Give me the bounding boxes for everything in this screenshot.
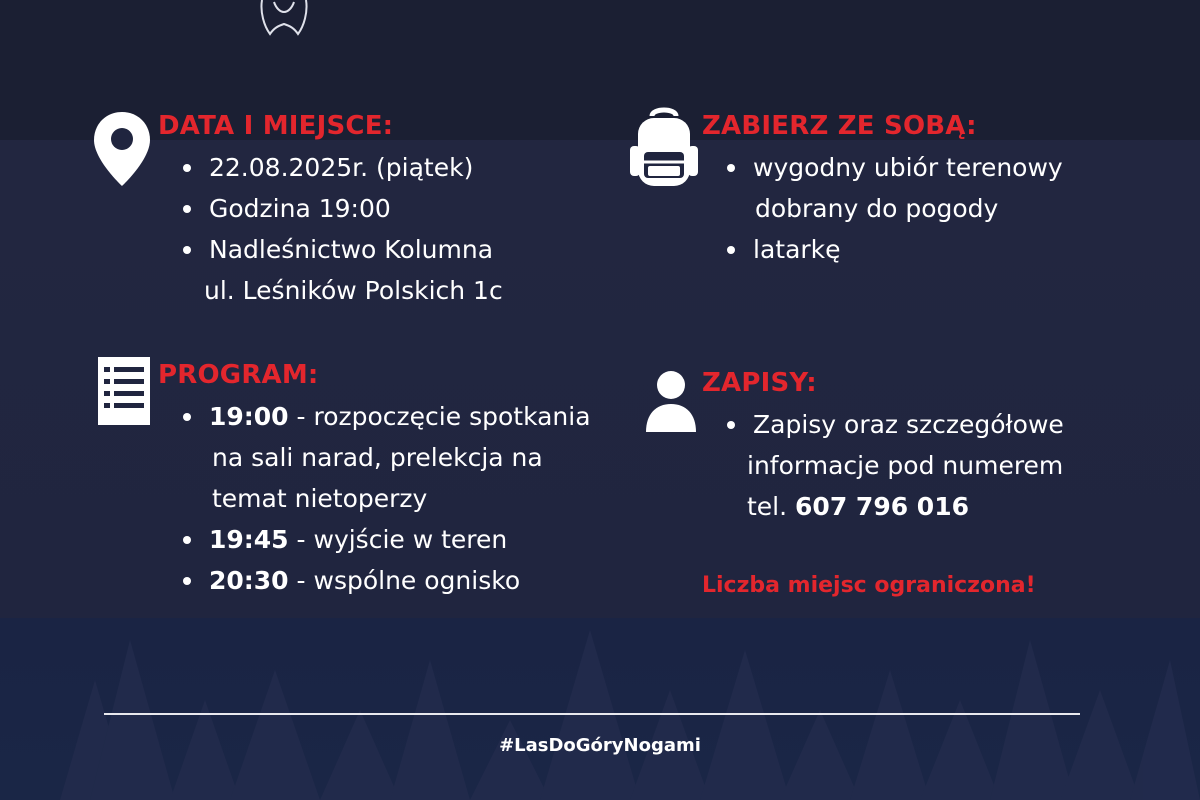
list-item-continued: na sali narad, prelekcja na bbox=[212, 443, 543, 472]
hashtag: #LasDoGóryNogami bbox=[499, 735, 701, 756]
program-text: - wspólne ognisko bbox=[288, 566, 521, 595]
bring-list bbox=[727, 147, 1063, 270]
location-pin-icon bbox=[92, 110, 152, 188]
backpack-icon bbox=[628, 106, 700, 188]
limited-places-note: Liczba miejsc ograniczona! bbox=[702, 573, 1036, 598]
time-label: 19:45 bbox=[209, 525, 289, 554]
date-place-title: DATA I MIEJSCE: bbox=[158, 111, 394, 141]
time-label: 19:00 bbox=[209, 402, 289, 431]
date-place-list bbox=[183, 147, 503, 311]
user-icon bbox=[644, 370, 698, 434]
program-text: - wyjście w teren bbox=[288, 525, 508, 554]
phone-number: 607 796 016 bbox=[795, 492, 969, 521]
list-item-continued: informacje pod numerem bbox=[747, 451, 1064, 480]
forest-silhouette bbox=[0, 600, 1200, 800]
address-line bbox=[183, 270, 503, 311]
bring-title: ZABIERZ ZE SOBĄ: bbox=[702, 111, 977, 141]
phone-prefix: tel. bbox=[747, 492, 796, 521]
bat-logo-icon bbox=[256, 0, 312, 38]
list-item: Godzina 19:00 bbox=[183, 188, 503, 229]
list-item bbox=[183, 560, 591, 601]
list-item: wygodny ubiór terenowy bbox=[727, 147, 1063, 188]
phone-line bbox=[727, 486, 1064, 527]
time-label: 20:30 bbox=[209, 566, 289, 595]
list-item: Nadleśnictwo Kolumna bbox=[183, 229, 503, 270]
program-list bbox=[183, 396, 591, 601]
list-item: latarkę bbox=[727, 229, 1063, 270]
signup-list bbox=[727, 404, 1064, 527]
list-item: 22.08.2025r. (piątek) bbox=[183, 147, 503, 188]
list-item bbox=[183, 519, 591, 560]
list-item-continued: dobrany do pogody bbox=[755, 194, 999, 223]
address-text: ul. Leśników Polskich 1c bbox=[204, 276, 503, 305]
divider bbox=[104, 713, 1080, 715]
program-text: - rozpoczęcie spotkania bbox=[288, 402, 591, 431]
list-item-continued: temat nietoperzy bbox=[212, 484, 428, 513]
list-item: Zapisy oraz szczegółowe bbox=[727, 404, 1064, 445]
program-title: PROGRAM: bbox=[158, 360, 319, 390]
list-icon bbox=[98, 357, 150, 425]
signup-title: ZAPISY: bbox=[702, 368, 817, 398]
list-item bbox=[183, 396, 591, 437]
